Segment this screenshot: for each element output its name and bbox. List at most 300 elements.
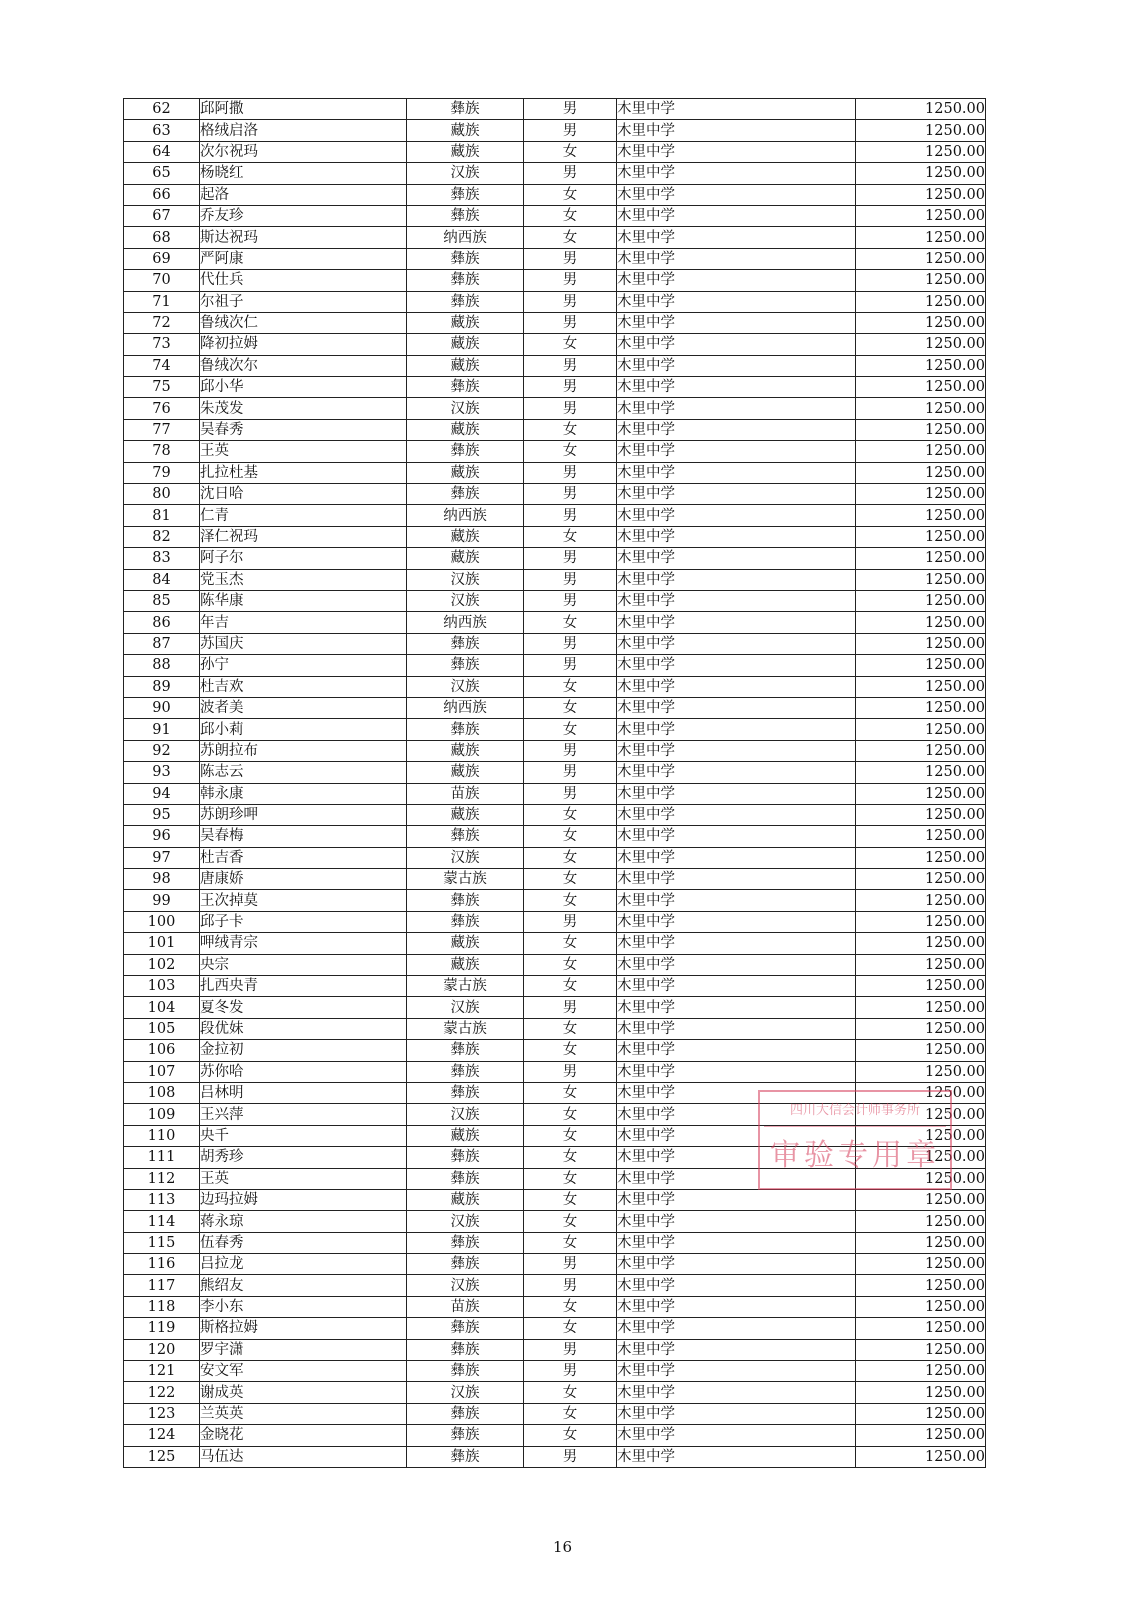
ethnicity: 彝族 [407, 1446, 524, 1467]
table-row [124, 1040, 986, 1061]
ethnicity: 藏族 [407, 355, 524, 376]
row-index: 116 [124, 1254, 200, 1275]
subsidy-amount: 1250.00 [856, 484, 986, 505]
gender: 男 [524, 505, 617, 526]
student-name: 安文军 [200, 1361, 407, 1382]
table-row [124, 334, 986, 355]
subsidy-amount: 1250.00 [856, 1104, 986, 1125]
gender: 男 [524, 1361, 617, 1382]
table-row [124, 783, 986, 804]
school-name: 木里中学 [617, 441, 856, 462]
ethnicity: 彝族 [407, 1339, 524, 1360]
school-name: 木里中学 [617, 377, 856, 398]
student-name: 陈志云 [200, 762, 407, 783]
gender: 女 [524, 1168, 617, 1189]
school-name: 木里中学 [617, 1318, 856, 1339]
student-name: 王英 [200, 441, 407, 462]
table-row [124, 933, 986, 954]
table-row [124, 163, 986, 184]
table-row [124, 248, 986, 269]
table-row [124, 505, 986, 526]
ethnicity: 藏族 [407, 419, 524, 440]
ethnicity: 藏族 [407, 462, 524, 483]
table-row [124, 205, 986, 226]
row-index: 103 [124, 976, 200, 997]
ethnicity: 彝族 [407, 1061, 524, 1082]
student-name: 邱小华 [200, 377, 407, 398]
gender: 男 [524, 911, 617, 932]
subsidy-amount: 1250.00 [856, 291, 986, 312]
ethnicity: 汉族 [407, 569, 524, 590]
ethnicity: 苗族 [407, 783, 524, 804]
gender: 男 [524, 548, 617, 569]
subsidy-amount: 1250.00 [856, 1318, 986, 1339]
table-row [124, 826, 986, 847]
row-index: 88 [124, 655, 200, 676]
table-row [124, 676, 986, 697]
seal-org-text: 四川大信会计师事务所 [764, 1096, 946, 1127]
subsidy-amount: 1250.00 [856, 377, 986, 398]
student-name: 吕林明 [200, 1082, 407, 1103]
ethnicity: 彝族 [407, 655, 524, 676]
subsidy-amount: 1250.00 [856, 1211, 986, 1232]
ethnicity: 藏族 [407, 933, 524, 954]
row-index: 76 [124, 398, 200, 419]
table-row [124, 1296, 986, 1317]
student-name: 波者美 [200, 697, 407, 718]
subsidy-amount: 1250.00 [856, 569, 986, 590]
table-row [124, 804, 986, 825]
school-name: 木里中学 [617, 1446, 856, 1467]
table-row [124, 184, 986, 205]
row-index: 123 [124, 1403, 200, 1424]
gender: 女 [524, 1296, 617, 1317]
subsidy-amount: 1250.00 [856, 890, 986, 911]
gender: 女 [524, 1189, 617, 1210]
row-index: 108 [124, 1082, 200, 1103]
table-row [124, 1382, 986, 1403]
row-index: 107 [124, 1061, 200, 1082]
school-name: 木里中学 [617, 484, 856, 505]
student-name: 呷绒青宗 [200, 933, 407, 954]
gender: 女 [524, 826, 617, 847]
ethnicity: 彝族 [407, 270, 524, 291]
student-name: 马伍达 [200, 1446, 407, 1467]
gender: 女 [524, 1018, 617, 1039]
page-number: 16 [552, 1538, 573, 1556]
school-name: 木里中学 [617, 99, 856, 120]
school-name: 木里中学 [617, 227, 856, 248]
table-row [124, 1211, 986, 1232]
student-name: 年吉 [200, 612, 407, 633]
table-row [124, 419, 986, 440]
school-name: 木里中学 [617, 1296, 856, 1317]
school-name: 木里中学 [617, 1254, 856, 1275]
school-name: 木里中学 [617, 676, 856, 697]
ethnicity: 汉族 [407, 590, 524, 611]
table-row [124, 355, 986, 376]
ethnicity: 彝族 [407, 1147, 524, 1168]
gender: 男 [524, 377, 617, 398]
student-name: 苏朗拉布 [200, 740, 407, 761]
row-index: 118 [124, 1296, 200, 1317]
subsidy-amount: 1250.00 [856, 1382, 986, 1403]
gender: 女 [524, 1040, 617, 1061]
student-name: 蒋永琼 [200, 1211, 407, 1232]
gender: 男 [524, 1254, 617, 1275]
subsidy-amount: 1250.00 [856, 633, 986, 654]
gender: 男 [524, 633, 617, 654]
gender: 女 [524, 1104, 617, 1125]
gender: 女 [524, 1125, 617, 1146]
gender: 女 [524, 227, 617, 248]
subsidy-amount: 1250.00 [856, 1339, 986, 1360]
student-name: 苏朗珍呷 [200, 804, 407, 825]
school-name: 木里中学 [617, 569, 856, 590]
subsidy-amount: 1250.00 [856, 312, 986, 333]
gender: 女 [524, 847, 617, 868]
ethnicity: 汉族 [407, 1104, 524, 1125]
row-index: 74 [124, 355, 200, 376]
student-name: 李小东 [200, 1296, 407, 1317]
table-row [124, 997, 986, 1018]
ethnicity: 彝族 [407, 1425, 524, 1446]
row-index: 90 [124, 697, 200, 718]
row-index: 121 [124, 1361, 200, 1382]
school-name: 木里中学 [617, 1425, 856, 1446]
school-name: 木里中学 [617, 997, 856, 1018]
subsidy-amount: 1250.00 [856, 1361, 986, 1382]
subsidy-amount: 1250.00 [856, 1018, 986, 1039]
school-name: 木里中学 [617, 141, 856, 162]
school-name: 木里中学 [617, 312, 856, 333]
subsidy-amount: 1250.00 [856, 184, 986, 205]
ethnicity: 纳西族 [407, 505, 524, 526]
table-row [124, 291, 986, 312]
row-index: 124 [124, 1425, 200, 1446]
gender: 男 [524, 655, 617, 676]
table-row [124, 976, 986, 997]
school-name: 木里中学 [617, 1403, 856, 1424]
ethnicity: 纳西族 [407, 612, 524, 633]
school-name: 木里中学 [617, 655, 856, 676]
row-index: 80 [124, 484, 200, 505]
subsidy-amount: 1250.00 [856, 783, 986, 804]
gender: 男 [524, 248, 617, 269]
subsidy-amount: 1250.00 [856, 1147, 986, 1168]
ethnicity: 彝族 [407, 99, 524, 120]
row-index: 73 [124, 334, 200, 355]
student-name: 伍春秀 [200, 1232, 407, 1253]
school-name: 木里中学 [617, 762, 856, 783]
school-name: 木里中学 [617, 783, 856, 804]
school-name: 木里中学 [617, 1082, 856, 1103]
school-name: 木里中学 [617, 954, 856, 975]
table-row [124, 312, 986, 333]
student-name: 苏国庆 [200, 633, 407, 654]
school-name: 木里中学 [617, 1168, 856, 1189]
subsidy-amount: 1250.00 [856, 1125, 986, 1146]
row-index: 63 [124, 120, 200, 141]
ethnicity: 汉族 [407, 163, 524, 184]
ethnicity: 藏族 [407, 548, 524, 569]
table-row [124, 1018, 986, 1039]
ethnicity: 彝族 [407, 377, 524, 398]
gender: 女 [524, 804, 617, 825]
student-name: 鲁绒次尔 [200, 355, 407, 376]
row-index: 72 [124, 312, 200, 333]
gender: 男 [524, 762, 617, 783]
ethnicity: 蒙古族 [407, 869, 524, 890]
gender: 女 [524, 1382, 617, 1403]
school-name: 木里中学 [617, 1339, 856, 1360]
gender: 女 [524, 697, 617, 718]
subsidy-amount: 1250.00 [856, 590, 986, 611]
table-row [124, 1339, 986, 1360]
student-name: 邱阿撒 [200, 99, 407, 120]
subsidy-amount: 1250.00 [856, 697, 986, 718]
table-row [124, 99, 986, 120]
table-body [124, 99, 986, 1468]
row-index: 101 [124, 933, 200, 954]
row-index: 79 [124, 462, 200, 483]
row-index: 112 [124, 1168, 200, 1189]
ethnicity: 彝族 [407, 1082, 524, 1103]
subsidy-amount: 1250.00 [856, 248, 986, 269]
subsidy-amount: 1250.00 [856, 954, 986, 975]
gender: 女 [524, 1403, 617, 1424]
row-index: 94 [124, 783, 200, 804]
table-row [124, 719, 986, 740]
student-name: 斯格拉姆 [200, 1318, 407, 1339]
student-name: 段优妹 [200, 1018, 407, 1039]
student-name: 央宗 [200, 954, 407, 975]
row-index: 97 [124, 847, 200, 868]
student-name: 扎西央青 [200, 976, 407, 997]
row-index: 109 [124, 1104, 200, 1125]
row-index: 95 [124, 804, 200, 825]
ethnicity: 彝族 [407, 248, 524, 269]
gender: 女 [524, 719, 617, 740]
ethnicity: 藏族 [407, 120, 524, 141]
gender: 女 [524, 1082, 617, 1103]
student-name: 斯达祝玛 [200, 227, 407, 248]
school-name: 木里中学 [617, 890, 856, 911]
gender: 男 [524, 291, 617, 312]
student-name: 苏你哈 [200, 1061, 407, 1082]
table-row [124, 847, 986, 868]
row-index: 62 [124, 99, 200, 120]
student-name: 吕拉龙 [200, 1254, 407, 1275]
subsidy-amount: 1250.00 [856, 334, 986, 355]
ethnicity: 汉族 [407, 997, 524, 1018]
gender: 女 [524, 1425, 617, 1446]
row-index: 92 [124, 740, 200, 761]
subsidy-amount: 1250.00 [856, 655, 986, 676]
student-name: 孙宁 [200, 655, 407, 676]
row-index: 89 [124, 676, 200, 697]
student-name: 杜吉香 [200, 847, 407, 868]
table-row [124, 633, 986, 654]
table-row [124, 590, 986, 611]
student-name: 沈日哈 [200, 484, 407, 505]
ethnicity: 彝族 [407, 1318, 524, 1339]
subsidy-amount: 1250.00 [856, 205, 986, 226]
gender: 女 [524, 869, 617, 890]
subsidy-amount: 1250.00 [856, 462, 986, 483]
gender: 女 [524, 1211, 617, 1232]
gender: 女 [524, 205, 617, 226]
subsidy-amount: 1250.00 [856, 933, 986, 954]
school-name: 木里中学 [617, 462, 856, 483]
gender: 女 [524, 1147, 617, 1168]
row-index: 105 [124, 1018, 200, 1039]
ethnicity: 彝族 [407, 441, 524, 462]
subsidy-amount: 1250.00 [856, 911, 986, 932]
student-name: 央千 [200, 1125, 407, 1146]
student-name: 仁青 [200, 505, 407, 526]
school-name: 木里中学 [617, 976, 856, 997]
subsidy-amount: 1250.00 [856, 762, 986, 783]
gender: 男 [524, 163, 617, 184]
table-row [124, 569, 986, 590]
school-name: 木里中学 [617, 1061, 856, 1082]
gender: 女 [524, 141, 617, 162]
row-index: 125 [124, 1446, 200, 1467]
student-name: 起洛 [200, 184, 407, 205]
school-name: 木里中学 [617, 697, 856, 718]
subsidy-amount: 1250.00 [856, 847, 986, 868]
row-index: 83 [124, 548, 200, 569]
gender: 女 [524, 1318, 617, 1339]
row-index: 84 [124, 569, 200, 590]
student-name: 吴春秀 [200, 419, 407, 440]
table-row [124, 462, 986, 483]
table-row [124, 377, 986, 398]
row-index: 71 [124, 291, 200, 312]
row-index: 67 [124, 205, 200, 226]
seal-main-text: 审验专用章 [770, 1138, 940, 1173]
school-name: 木里中学 [617, 1232, 856, 1253]
gender: 男 [524, 484, 617, 505]
gender: 男 [524, 1446, 617, 1467]
subsidy-amount: 1250.00 [856, 1082, 986, 1103]
student-name: 扎拉杜基 [200, 462, 407, 483]
gender: 女 [524, 441, 617, 462]
school-name: 木里中学 [617, 869, 856, 890]
subsidy-amount: 1250.00 [856, 1232, 986, 1253]
ethnicity: 蒙古族 [407, 976, 524, 997]
student-name: 兰英英 [200, 1403, 407, 1424]
subsidy-amount: 1250.00 [856, 612, 986, 633]
ethnicity: 彝族 [407, 1168, 524, 1189]
gender: 女 [524, 954, 617, 975]
student-name: 吴春梅 [200, 826, 407, 847]
ethnicity: 纳西族 [407, 697, 524, 718]
student-name: 泽仁祝玛 [200, 526, 407, 547]
school-name: 木里中学 [617, 826, 856, 847]
school-name: 木里中学 [617, 270, 856, 291]
gender: 女 [524, 976, 617, 997]
gender: 男 [524, 120, 617, 141]
subsidy-amount: 1250.00 [856, 1168, 986, 1189]
school-name: 木里中学 [617, 398, 856, 419]
table-row [124, 1446, 986, 1467]
ethnicity: 彝族 [407, 1232, 524, 1253]
row-index: 104 [124, 997, 200, 1018]
ethnicity: 彝族 [407, 890, 524, 911]
row-index: 120 [124, 1339, 200, 1360]
student-name: 胡秀珍 [200, 1147, 407, 1168]
table-row [124, 141, 986, 162]
gender: 女 [524, 526, 617, 547]
ethnicity: 彝族 [407, 719, 524, 740]
table-row [124, 1275, 986, 1296]
ethnicity: 彝族 [407, 184, 524, 205]
row-index: 99 [124, 890, 200, 911]
row-index: 69 [124, 248, 200, 269]
ethnicity: 藏族 [407, 1125, 524, 1146]
gender: 女 [524, 612, 617, 633]
school-name: 木里中学 [617, 911, 856, 932]
table-row [124, 398, 986, 419]
table-row [124, 548, 986, 569]
school-name: 木里中学 [617, 1211, 856, 1232]
ethnicity: 藏族 [407, 141, 524, 162]
school-name: 木里中学 [617, 1382, 856, 1403]
ethnicity: 藏族 [407, 1189, 524, 1210]
subsidy-amount: 1250.00 [856, 1189, 986, 1210]
school-name: 木里中学 [617, 548, 856, 569]
gender: 男 [524, 740, 617, 761]
ethnicity: 汉族 [407, 398, 524, 419]
subsidy-amount: 1250.00 [856, 719, 986, 740]
student-name: 党玉杰 [200, 569, 407, 590]
student-name: 朱茂发 [200, 398, 407, 419]
table-row [124, 484, 986, 505]
school-name: 木里中学 [617, 248, 856, 269]
student-name: 尔祖子 [200, 291, 407, 312]
table-row [124, 441, 986, 462]
table-row [124, 869, 986, 890]
ethnicity: 蒙古族 [407, 1018, 524, 1039]
school-name: 木里中学 [617, 419, 856, 440]
row-index: 114 [124, 1211, 200, 1232]
row-index: 111 [124, 1147, 200, 1168]
table-row [124, 1403, 986, 1424]
subsidy-amount: 1250.00 [856, 99, 986, 120]
school-name: 木里中学 [617, 1361, 856, 1382]
student-name: 降初拉姆 [200, 334, 407, 355]
table-row [124, 762, 986, 783]
ethnicity: 汉族 [407, 1275, 524, 1296]
row-index: 91 [124, 719, 200, 740]
subsidy-amount: 1250.00 [856, 141, 986, 162]
school-name: 木里中学 [617, 1104, 856, 1125]
row-index: 75 [124, 377, 200, 398]
student-name: 王英 [200, 1168, 407, 1189]
subsidy-amount: 1250.00 [856, 1296, 986, 1317]
subsidy-amount: 1250.00 [856, 163, 986, 184]
school-name: 木里中学 [617, 1018, 856, 1039]
subsidy-amount: 1250.00 [856, 526, 986, 547]
school-name: 木里中学 [617, 1147, 856, 1168]
gender: 男 [524, 270, 617, 291]
subsidy-amount: 1250.00 [856, 270, 986, 291]
gender: 男 [524, 1339, 617, 1360]
subsidy-amount: 1250.00 [856, 1040, 986, 1061]
school-name: 木里中学 [617, 612, 856, 633]
